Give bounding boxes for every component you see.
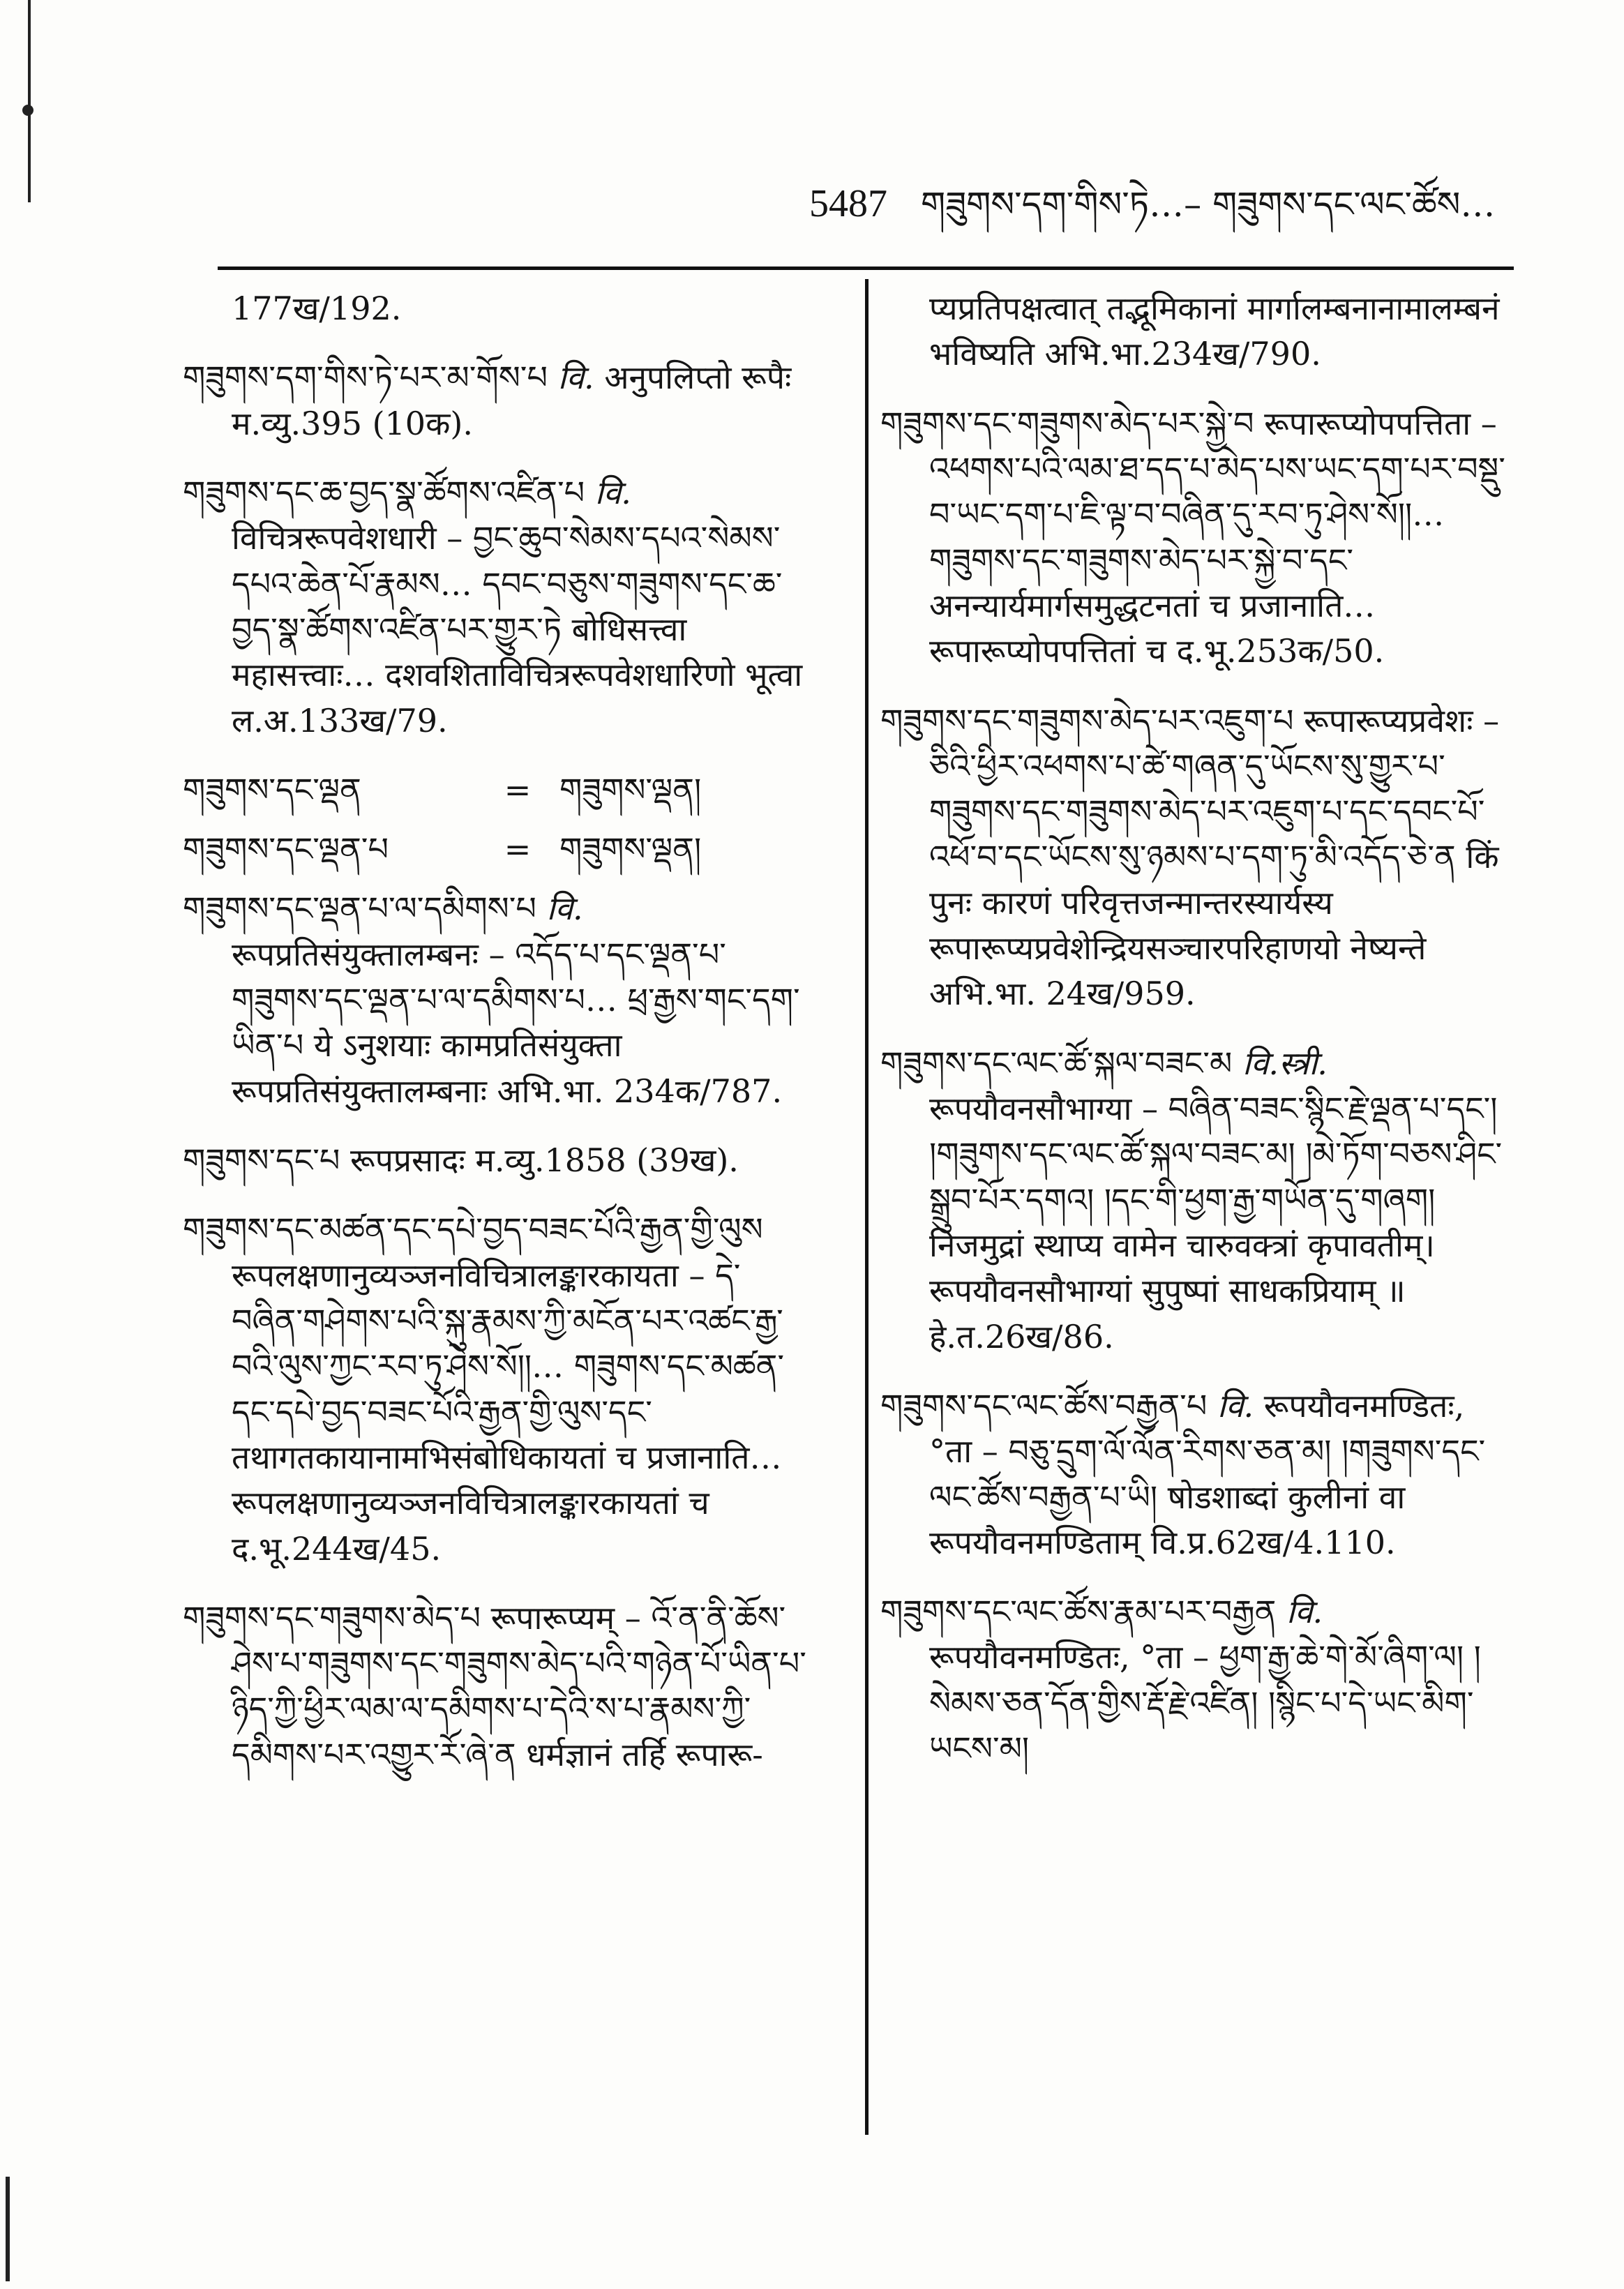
dictionary-entry <box>880 401 1508 675</box>
headword: གཟུགས་དང་གཟུགས་མེད་པར་འཇུག་པ <box>880 701 1294 740</box>
entry-body: रूपारूप्योपपत्तिता – འཕགས་པའི་ལམ་ཐ་དད་པ་མེད་པས་ཡང་དག་པར་བསྡུ་བ་ཡང་དག་པ་ཇི་ལྟ་བ་བཞིན་དུ་རབ་ཏུ་ཤེས་སོ།།… གཟུགས་དང་གཟུགས་མེད་པར་སྐྱེ་བ་དང་ अनन्यार्यमार्गसमुद्धटनतां च प्रजानाति… रूपारूप्योपपत्तितां च द.भू.253क/50. <box>929 404 1505 670</box>
headword: གཟུགས་དང་ལྡན་པ་ལ་དམིགས་པ <box>183 890 536 928</box>
dictionary-entry <box>183 355 811 446</box>
entry-body: रूपप्रतिसंयुक्तालम्बनः – འདོད་པ་དང་ལྡན་པ་གཟུགས་དང་ལྡན་པ་ལ་དམིགས་པ… ཕྲ་རྒྱས་གང་དག་ཡིན་པ ये ऽनुशयाः कामप्रतिसंयुक्ता रूपप्रतिसंयुक्तालम्बनाः अभि.भा. 234क/787. <box>232 935 800 1110</box>
grammar-label: वि. <box>546 890 583 928</box>
headword: གཟུགས་དང་ལང་ཚོས་རྣམ་པར་བརྒྱན <box>880 1593 1277 1631</box>
cross-reference <box>183 767 811 813</box>
cross-reference <box>183 827 811 872</box>
scan-edge-mark-top <box>28 0 31 202</box>
headword: གཟུགས་དང་གཟུགས་མེད་པར་སྐྱེ་བ <box>880 404 1254 442</box>
dictionary-entry <box>183 1207 811 1572</box>
dictionary-entry <box>183 1138 811 1183</box>
scan-edge-mark-dot <box>22 105 33 116</box>
headword: གཟུགས་དག་གིས་ཏེ་པར་མ་གོས་པ <box>183 359 548 397</box>
headword: གཟུགས་དང་ཆ་བྱད་སྣ་ཚོགས་འཛིན་པ <box>183 473 585 511</box>
xref-headword: གཟུགས་དང་ལྡན <box>183 770 361 809</box>
dictionary-entry <box>880 1383 1508 1566</box>
xref-headword: གཟུགས་དང་ལྡན་པ <box>183 830 389 869</box>
entry-body: रूपयौवनमण्डितः, °ता – ཕྱག་རྒྱ་ཆེ་གེ་མོ་ཞིག་ལ། །སེམས་ཅན་དོན་གྱིས་རྡོ་རྗེ་འཛིན། །སྙིང་པ་དེ་ཡང་མིག་ཡངས་མ། <box>929 1638 1481 1768</box>
page-number: 5487 <box>809 182 887 225</box>
headword: གཟུགས་དང་མཚན་དང་དཔེ་བྱད་བཟང་པོའི་རྒྱན་གྱི་ལུས <box>183 1210 763 1249</box>
left-column <box>183 286 811 1801</box>
equals-sign: = <box>504 770 532 809</box>
grammar-label: वि. <box>1217 1386 1254 1425</box>
dictionary-entry <box>183 1596 811 1778</box>
grammar-label: वि. <box>1286 1593 1323 1631</box>
dictionary-entry <box>880 1589 1508 1771</box>
entry-body: रूपप्रसादः म.व्यु.1858 (39ख). <box>349 1141 739 1179</box>
header-rule <box>218 267 1514 270</box>
headword: གཟུགས་དང་པ <box>183 1141 340 1179</box>
grammar-label: वि.स्त्री. <box>1242 1044 1328 1082</box>
equals-sign: = <box>504 830 532 869</box>
dictionary-entry-continuation: 177ख/192. <box>232 290 402 327</box>
headword: གཟུགས་དང་ལང་ཚོ་སྐལ་བཟང་མ <box>880 1044 1233 1082</box>
entry-body: रूपयौवनसौभाग्या – བཞིན་བཟང་སྙིང་རྗེ་ལྡན་པ་དང་། །གཟུགས་དང་ལང་ཚོ་སྐལ་བཟང་མ། །མེ་ཏོག་བཅས་ཤིང་སྒྲུབ་པོར་དགའ། །དང་གི་ཕྱག་རྒྱ་གཡོན་དུ་གཞག། निजमुद्रां स्थाप्य वामेन चारुवक्त्रां कृपावतीम्। रूपयौवनसौभाग्यां सुपुष्पां साधकप्रियाम् ॥ हे.त.26ख/86. <box>929 1090 1503 1356</box>
dictionary-entry <box>183 886 811 1114</box>
entry-body: रूपारूप्यम् – འོ་ན་ནི་ཆོས་ཤེས་པ་གཟུགས་དང་གཟུགས་མེད་པའི་གཉེན་པོ་ཡིན་པ་ཉིད་ཀྱི་ཕྱིར་ལམ་ལ་དམིགས་པ་དེའི་ས་པ་རྣམས་ཀྱི་དམིགས་པར་འགྱུར་རོ་ཞེ་ན धर्मज्ञानं तर्हि रूपारू- <box>232 1598 806 1773</box>
grammar-label: वि. <box>557 359 594 397</box>
dictionary-entry <box>183 470 811 744</box>
headword: གཟུགས་དང་ལང་ཚོས་བརྒྱན་པ <box>880 1386 1208 1425</box>
entry-body: रूपयौवनमण्डितः, °ता – བཅུ་དྲུག་ལོ་ལོན་རིགས་ཅན་མ། །གཟུགས་དང་ལང་ཚོས་བརྒྱན་པ་ཡི། षोडशाब्दां कुलीनां वा रूपयौवनमण्डिताम् वि.प्र.62ख/4.110. <box>929 1386 1486 1561</box>
right-column <box>880 286 1508 1795</box>
dictionary-entry <box>880 1041 1508 1360</box>
entry-body: रूपारूप्यप्रवेशः – ཅིའི་ཕྱིར་འཕགས་པ་ཚེ་གཞན་དུ་ཡོངས་སུ་གྱུར་པ་གཟུགས་དང་གཟུགས་མེད་པར་འཇུག་པ་དང་དབང་པོ་འཕོ་བ་དང་ཡོངས་སུ་ཉམས་པ་དག་ཏུ་མི་འདོད་ཅེ་ན किं पुनः कारणं परिवृत्तजन्मान्तरस्यार्यस्य रूपारूप्यप्रवेशेन्द्रियसञ्चारपरिहाणयो नेष्यन्ते अभि.भा. 24ख/959. <box>929 701 1500 1013</box>
dictionary-entry-continuation: प्यप्रतिपक्षत्वात् तद्भूमिकानां मार्गालम्बनानामालम्बनं भविष्यति अभि.भा.234ख/790. <box>929 290 1500 373</box>
grammar-label: वि. <box>594 473 631 511</box>
scan-edge-mark-bottom <box>6 2177 10 2281</box>
xref-target: གཟུགས་ལྡན། <box>559 770 702 809</box>
column-divider <box>865 279 869 2135</box>
page-header <box>809 166 1514 243</box>
xref-target: གཟུགས་ལྡན། <box>559 830 702 869</box>
running-head: གཟུགས་དག་གིས་ཏེ…– གཟུགས་དང་ལང་ཚོས… <box>921 184 1496 225</box>
dictionary-entry <box>880 698 1508 1017</box>
headword: གཟུགས་དང་གཟུགས་མེད་པ <box>183 1598 481 1637</box>
entry-body: विचित्ररूपवेशधारी – བྱང་ཆུབ་སེམས་དཔའ་སེམས་དཔའ་ཆེན་པོ་རྣམས… དབང་བཅུས་གཟུགས་དང་ཆ་བྱད་སྣ་ཚོགས་འཛིན་པར་གྱུར་ཏེ बोधिसत्त्वा महासत्त्वाः… दशवशिताविचित्ररूपवेशधारिणो भूत्वा ल.अ.133ख/79. <box>232 519 803 740</box>
entry-body: अनुपलिप्तो रूपैः म.व्यु.395 (10क). <box>232 359 792 442</box>
entry-body: रूपलक्षणानुव्यञ्जनविचित्रालङ्कारकायता – དེ་བཞིན་གཤེགས་པའི་སྐུ་རྣམས་ཀྱི་མངོན་པར་འཚང་རྒྱ་བའི་ལུས་ཀྱང་རབ་ཏུ་ཤེས་སོ།།… གཟུགས་དང་མཚན་དང་དཔེ་བྱད་བཟང་པོའི་རྒྱན་གྱི་ལུས་དང་ तथागतकायानामभिसंबोधिकायतां च प्रजानाति…रूपलक्षणानुव्यञ्जनविचित्रालङ्कारकायतां च द.भू.244ख/45. <box>232 1256 785 1568</box>
